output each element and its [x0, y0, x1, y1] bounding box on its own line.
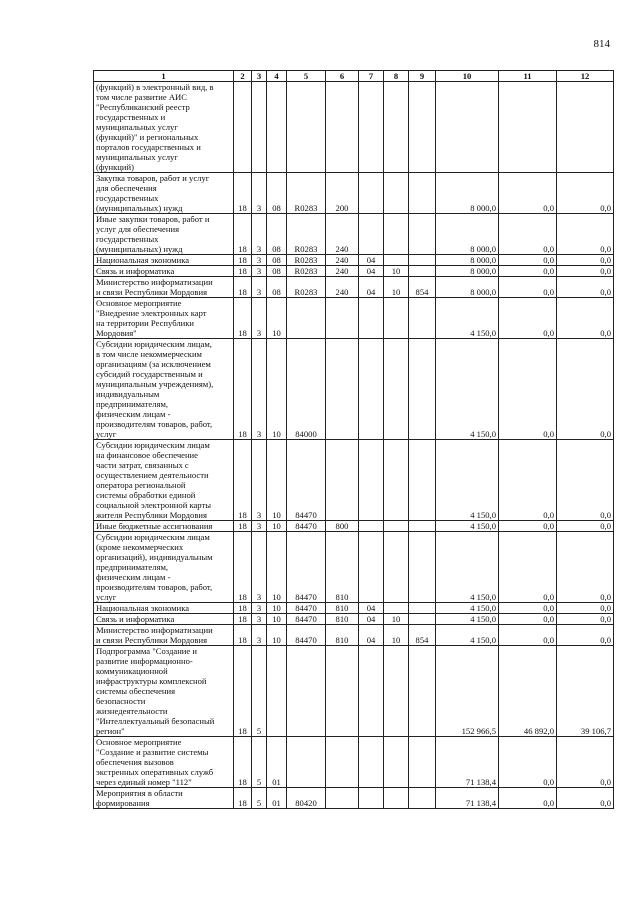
table-row — [94, 266, 614, 277]
code-cell: 5 — [252, 788, 267, 809]
code-cell — [384, 255, 409, 266]
column-header: 7 — [359, 71, 384, 82]
code-cell: 3 — [252, 625, 267, 646]
code-cell — [359, 173, 384, 214]
code-cell: 04 — [359, 603, 384, 614]
code-cell: R0283 — [287, 214, 326, 255]
code-cell — [384, 82, 409, 173]
amount-cell: 0,0 — [499, 440, 557, 521]
amount-cell: 0,0 — [557, 625, 614, 646]
code-cell: 10 — [267, 339, 287, 440]
column-header: 1 — [94, 71, 234, 82]
code-cell — [409, 737, 436, 788]
code-cell: 800 — [326, 521, 359, 532]
amount-cell: 0,0 — [557, 214, 614, 255]
code-cell: 3 — [252, 277, 267, 298]
code-cell — [409, 532, 436, 603]
code-cell: 84470 — [287, 521, 326, 532]
code-cell: 240 — [326, 255, 359, 266]
code-cell — [326, 298, 359, 339]
code-cell: 80420 — [287, 788, 326, 809]
code-cell: 10 — [267, 440, 287, 521]
code-cell: 84470 — [287, 625, 326, 646]
code-cell — [359, 788, 384, 809]
row-name-cell: Основное мероприятие "Внедрение электронных карт на территории Республики Мордовия" — [94, 298, 234, 339]
code-cell — [326, 646, 359, 737]
table-row — [94, 614, 614, 625]
amount-cell: 0,0 — [557, 737, 614, 788]
amount-cell: 0,0 — [499, 214, 557, 255]
code-cell — [384, 603, 409, 614]
code-cell: 810 — [326, 532, 359, 603]
row-name-cell: Связь и информатика — [94, 266, 234, 277]
table-row — [94, 173, 614, 214]
code-cell: 08 — [267, 266, 287, 277]
amount-cell: 4 150,0 — [436, 625, 499, 646]
code-cell — [326, 788, 359, 809]
amount-cell: 0,0 — [557, 339, 614, 440]
code-cell: 08 — [267, 173, 287, 214]
amount-cell: 8 000,0 — [436, 214, 499, 255]
code-cell — [409, 255, 436, 266]
header-row — [94, 71, 614, 82]
amount-cell: 4 150,0 — [436, 532, 499, 603]
amount-cell: 0,0 — [499, 788, 557, 809]
code-cell — [359, 214, 384, 255]
code-cell: 3 — [252, 521, 267, 532]
code-cell: R0283 — [287, 277, 326, 298]
amount-cell: 8 000,0 — [436, 266, 499, 277]
code-cell: 854 — [409, 625, 436, 646]
code-cell — [287, 737, 326, 788]
column-header: 10 — [436, 71, 499, 82]
code-cell: 810 — [326, 614, 359, 625]
amount-cell: 152 966,5 — [436, 646, 499, 737]
amount-cell: 4 150,0 — [436, 440, 499, 521]
code-cell: 18 — [234, 603, 252, 614]
code-cell — [359, 339, 384, 440]
code-cell — [409, 298, 436, 339]
code-cell: R0283 — [287, 266, 326, 277]
column-header: 8 — [384, 71, 409, 82]
code-cell — [267, 646, 287, 737]
table-row — [94, 82, 614, 173]
amount-cell — [499, 82, 557, 173]
code-cell: 240 — [326, 214, 359, 255]
amount-cell: 0,0 — [499, 521, 557, 532]
code-cell — [326, 737, 359, 788]
amount-cell: 0,0 — [499, 173, 557, 214]
code-cell: 08 — [267, 277, 287, 298]
code-cell: 04 — [359, 614, 384, 625]
code-cell: 18 — [234, 440, 252, 521]
code-cell: 5 — [252, 646, 267, 737]
code-cell: 5 — [252, 737, 267, 788]
table-row — [94, 214, 614, 255]
code-cell: 3 — [252, 339, 267, 440]
code-cell: 10 — [267, 521, 287, 532]
code-cell — [384, 440, 409, 521]
column-header: 12 — [557, 71, 614, 82]
code-cell: 200 — [326, 173, 359, 214]
amount-cell: 0,0 — [499, 255, 557, 266]
code-cell: 3 — [252, 614, 267, 625]
amount-cell: 0,0 — [557, 614, 614, 625]
table-row — [94, 603, 614, 614]
code-cell: 04 — [359, 277, 384, 298]
row-name-cell: Министерство информатизации и связи Республики Мордовия — [94, 625, 234, 646]
code-cell: 18 — [234, 646, 252, 737]
code-cell: 84470 — [287, 532, 326, 603]
code-cell: 04 — [359, 255, 384, 266]
amount-cell: 0,0 — [557, 266, 614, 277]
amount-cell: 46 892,0 — [499, 646, 557, 737]
code-cell — [384, 521, 409, 532]
row-name-cell: Национальная экономика — [94, 255, 234, 266]
code-cell — [359, 440, 384, 521]
code-cell — [409, 521, 436, 532]
code-cell — [384, 173, 409, 214]
amount-cell: 0,0 — [499, 625, 557, 646]
code-cell: 10 — [267, 532, 287, 603]
code-cell: 84470 — [287, 603, 326, 614]
code-cell: 810 — [326, 603, 359, 614]
amount-cell: 71 138,4 — [436, 737, 499, 788]
table-row — [94, 532, 614, 603]
code-cell: 10 — [267, 298, 287, 339]
amount-cell: 0,0 — [557, 255, 614, 266]
amount-cell: 0,0 — [499, 603, 557, 614]
table-row — [94, 440, 614, 521]
amount-cell: 71 138,4 — [436, 788, 499, 809]
code-cell: 18 — [234, 788, 252, 809]
amount-cell: 4 150,0 — [436, 521, 499, 532]
code-cell: 01 — [267, 737, 287, 788]
code-cell: 10 — [384, 614, 409, 625]
code-cell: 10 — [267, 625, 287, 646]
row-name-cell: Подпрограмма "Создание и развитие информационно- коммуникационной инфраструктуры комплексной системы обеспечения безопасности жизнедеятельности "Интеллектуальный безопасный регион" — [94, 646, 234, 737]
code-cell: R0283 — [287, 255, 326, 266]
code-cell — [409, 82, 436, 173]
code-cell: 10 — [267, 603, 287, 614]
code-cell — [359, 298, 384, 339]
code-cell — [359, 82, 384, 173]
amount-cell: 0,0 — [557, 173, 614, 214]
code-cell: 84470 — [287, 440, 326, 521]
amount-cell: 8 000,0 — [436, 277, 499, 298]
table-row — [94, 521, 614, 532]
code-cell: 3 — [252, 266, 267, 277]
table-row — [94, 646, 614, 737]
code-cell — [252, 82, 267, 173]
code-cell — [326, 82, 359, 173]
code-cell — [359, 646, 384, 737]
code-cell: 3 — [252, 603, 267, 614]
amount-cell: 0,0 — [557, 298, 614, 339]
amount-cell: 0,0 — [499, 339, 557, 440]
code-cell: 04 — [359, 266, 384, 277]
column-header: 2 — [234, 71, 252, 82]
column-header: 5 — [287, 71, 326, 82]
amount-cell: 0,0 — [557, 788, 614, 809]
row-name-cell: Связь и информатика — [94, 614, 234, 625]
code-cell: 810 — [326, 625, 359, 646]
column-header: 3 — [252, 71, 267, 82]
code-cell: 3 — [252, 532, 267, 603]
code-cell — [409, 214, 436, 255]
row-name-cell: Субсидии юридическим лицам на финансовое обеспечение части затрат, связанных с осуществлением деятельности оператора региональной системы обработки единой социальной электронной карты жителя Республики Мордовия — [94, 440, 234, 521]
code-cell: 18 — [234, 521, 252, 532]
code-cell — [384, 646, 409, 737]
code-cell — [409, 266, 436, 277]
code-cell — [267, 82, 287, 173]
table-row — [94, 255, 614, 266]
column-header: 6 — [326, 71, 359, 82]
code-cell — [409, 646, 436, 737]
column-header: 4 — [267, 71, 287, 82]
code-cell: 01 — [267, 788, 287, 809]
code-cell: 18 — [234, 255, 252, 266]
code-cell: 10 — [384, 266, 409, 277]
code-cell — [287, 298, 326, 339]
code-cell — [409, 614, 436, 625]
row-name-cell: Министерство информатизации и связи Республики Мордовия — [94, 277, 234, 298]
amount-cell: 4 150,0 — [436, 298, 499, 339]
amount-cell: 4 150,0 — [436, 339, 499, 440]
amount-cell: 0,0 — [499, 737, 557, 788]
code-cell — [384, 298, 409, 339]
code-cell — [326, 339, 359, 440]
code-cell — [359, 521, 384, 532]
amount-cell: 0,0 — [557, 277, 614, 298]
row-name-cell: Субсидии юридическим лицам (кроме некоммерческих организаций), индивидуальным предпринимателям, физическим лицам - производителям товаров, работ, услуг — [94, 532, 234, 603]
code-cell: 84470 — [287, 614, 326, 625]
row-name-cell: (функций) в электронный вид, в том числе развитие АИС "Республиканский реестр государственных и муниципальных услуг (функций)" и региональных порталов государственных и муниципальных услуг (функций) — [94, 82, 234, 173]
column-header: 11 — [499, 71, 557, 82]
code-cell: 10 — [267, 614, 287, 625]
code-cell — [359, 532, 384, 603]
code-cell: 10 — [384, 277, 409, 298]
code-cell — [384, 532, 409, 603]
amount-cell: 0,0 — [557, 521, 614, 532]
amount-cell: 8 000,0 — [436, 173, 499, 214]
budget-table — [93, 70, 614, 809]
page-number: 814 — [593, 38, 610, 50]
code-cell: 84000 — [287, 339, 326, 440]
code-cell: 18 — [234, 173, 252, 214]
code-cell: 18 — [234, 737, 252, 788]
amount-cell: 0,0 — [499, 277, 557, 298]
amount-cell: 0,0 — [499, 298, 557, 339]
table-row — [94, 298, 614, 339]
amount-cell: 4 150,0 — [436, 603, 499, 614]
amount-cell — [557, 82, 614, 173]
amount-cell: 0,0 — [499, 266, 557, 277]
code-cell: 18 — [234, 339, 252, 440]
code-cell — [287, 646, 326, 737]
code-cell: R0283 — [287, 173, 326, 214]
row-name-cell: Мероприятия в области формирования — [94, 788, 234, 809]
code-cell — [384, 339, 409, 440]
code-cell: 18 — [234, 532, 252, 603]
code-cell: 18 — [234, 214, 252, 255]
row-name-cell: Национальная экономика — [94, 603, 234, 614]
code-cell: 240 — [326, 266, 359, 277]
amount-cell: 8 000,0 — [436, 255, 499, 266]
row-name-cell: Субсидии юридическим лицам, в том числе некоммерческим организациям (за исключением субсидий государственным и муниципальным учреждениям), индивидуальным предпринимателям, физическим лицам - производителям товаров, работ, услуг — [94, 339, 234, 440]
code-cell: 10 — [384, 625, 409, 646]
amount-cell: 0,0 — [499, 532, 557, 603]
amount-cell: 0,0 — [557, 603, 614, 614]
code-cell: 18 — [234, 277, 252, 298]
row-name-cell: Иные бюджетные ассигнования — [94, 521, 234, 532]
code-cell: 3 — [252, 298, 267, 339]
code-cell — [359, 737, 384, 788]
code-cell — [409, 339, 436, 440]
code-cell: 18 — [234, 614, 252, 625]
amount-cell: 0,0 — [557, 440, 614, 521]
table-row — [94, 788, 614, 809]
code-cell: 3 — [252, 255, 267, 266]
code-cell: 08 — [267, 214, 287, 255]
code-cell — [384, 214, 409, 255]
code-cell: 18 — [234, 298, 252, 339]
code-cell — [384, 788, 409, 809]
code-cell — [326, 440, 359, 521]
code-cell: 3 — [252, 214, 267, 255]
code-cell: 18 — [234, 625, 252, 646]
table-row — [94, 625, 614, 646]
code-cell: 18 — [234, 266, 252, 277]
code-cell — [409, 173, 436, 214]
code-cell — [234, 82, 252, 173]
code-cell: 854 — [409, 277, 436, 298]
code-cell — [409, 440, 436, 521]
row-name-cell: Иные закупки товаров, работ и услуг для обеспечения государственных (муниципальных) нужд — [94, 214, 234, 255]
code-cell: 3 — [252, 440, 267, 521]
code-cell — [409, 788, 436, 809]
amount-cell: 39 106,7 — [557, 646, 614, 737]
amount-cell: 0,0 — [499, 614, 557, 625]
code-cell — [409, 603, 436, 614]
amount-cell: 0,0 — [557, 532, 614, 603]
amount-cell: 4 150,0 — [436, 614, 499, 625]
code-cell: 240 — [326, 277, 359, 298]
code-cell: 04 — [359, 625, 384, 646]
table-row — [94, 277, 614, 298]
code-cell: 08 — [267, 255, 287, 266]
table-row — [94, 737, 614, 788]
code-cell: 3 — [252, 173, 267, 214]
code-cell — [384, 737, 409, 788]
table-row — [94, 339, 614, 440]
code-cell — [287, 82, 326, 173]
row-name-cell: Основное мероприятие "Создание и развитие системы обеспечения вызовов экстренных оперативных служб через единый номер "112" — [94, 737, 234, 788]
amount-cell — [436, 82, 499, 173]
row-name-cell: Закупка товаров, работ и услуг для обеспечения государственных (муниципальных) нужд — [94, 173, 234, 214]
column-header: 9 — [409, 71, 436, 82]
